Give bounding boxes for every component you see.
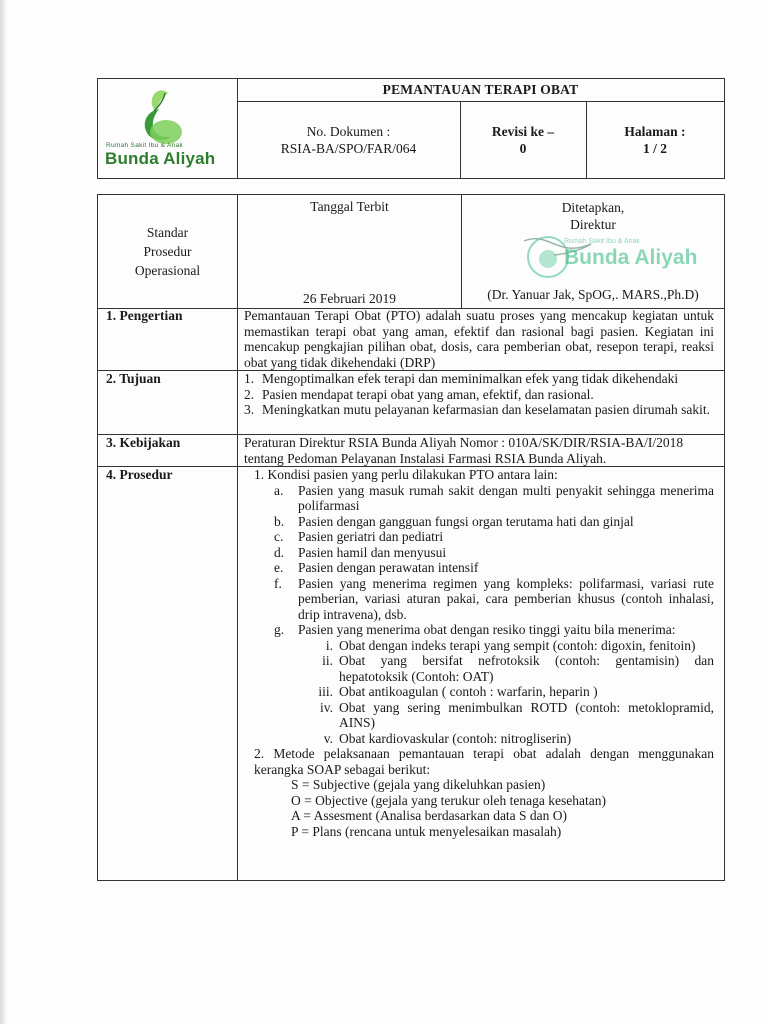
page-label: Halaman : [624, 123, 686, 139]
list-text: Meningkatkan mutu pelayanan kefarmasian dan keselamatan pasien dirumah sakit. [262, 402, 710, 417]
list-text: Pasien dengan gangguan fungsi organ terutama hati dan ginjal [298, 513, 634, 529]
list-item [244, 387, 714, 403]
procedure-table [97, 194, 725, 881]
list-letter: c. [274, 529, 284, 544]
revision-value: 0 [519, 140, 527, 156]
stamp-subtitle: Rumah Sakit Ibu & Anak [564, 238, 640, 245]
list-text: Pasien dengan perawatan intensif [298, 560, 479, 575]
section-label-tujuan: 2. Tujuan [106, 371, 161, 386]
soap-list [244, 777, 714, 839]
list-item [217, 514, 714, 530]
section-body-prosedur [244, 467, 714, 839]
issue-date-cell [238, 195, 462, 308]
list-text: Obat yang bersifat nefrotoksik (contoh: gentamisin) dan hepatotoksik (Contoh: OAT) [339, 653, 714, 684]
list-letter: g. [274, 622, 285, 637]
list-item [217, 576, 714, 623]
list-text: Obat antikoagulan ( contoh : warfarin, heparin ) [339, 684, 598, 699]
list-item [217, 731, 714, 747]
list-text: Pasien yang menerima regimen yang kompleks: polifarmasi, variasi rute pemberian, variasi aturan pakai, cara pemberian khusus (contoh inhalasi, drip intravena), dsb. [298, 575, 714, 622]
page-value: 1 / 2 [642, 140, 667, 156]
list-text: Obat yang sering menimbulkan ROTD (contoh: metoklopramid, AINS) [339, 699, 714, 730]
document-header [97, 78, 725, 179]
approval-role: Direktur [570, 217, 616, 232]
condition-list [217, 483, 714, 638]
list-number: 2. [244, 386, 255, 402]
list-letter: e. [274, 560, 284, 575]
issue-date-label: Tanggal Terbit [310, 199, 389, 214]
spo-label-line: Prosedur [143, 244, 192, 259]
approval-label: Ditetapkan, [561, 200, 625, 215]
soap-item: O = Objective (gejala yang terukur oleh tenaga kesehatan) [291, 792, 606, 808]
document-number-cell [237, 101, 461, 178]
list-text: Pasien yang menerima obat dengan resiko tinggi yaitu bila menerima: [298, 622, 676, 637]
document-title: PEMANTAUAN TERAPI OBAT [237, 79, 724, 102]
section-body-kebijakan: Peraturan Direktur RSIA Bunda Aliyah Nomor : 010A/SK/DIR/RSIA-BA/I/2018 tentang Pedoman Pelayanan Instalasi Farmasi RSIA Bunda Aliyah. [244, 435, 684, 466]
spo-label-line: Operasional [134, 263, 201, 278]
logo-name: Bunda Aliyah [105, 149, 216, 168]
tujuan-list [244, 371, 714, 418]
list-text: Mengoptimalkan efek terapi dan meminimalkan efek yang tidak dikehendaki [262, 371, 679, 386]
list-item [244, 402, 714, 418]
list-number: 1. [244, 371, 255, 386]
list-number: 3. [244, 402, 255, 417]
prosedur-step-1: 1. Kondisi pasien yang perlu dilakukan PTO antara lain: [254, 467, 558, 482]
list-text: Pasien mendapat terapi obat yang aman, efektif, dan rasional. [262, 386, 594, 402]
list-item [217, 684, 714, 700]
spo-label-line: Standar [146, 225, 189, 240]
list-item [244, 371, 714, 387]
list-text: Pasien hamil dan menyusui [298, 544, 447, 560]
list-text: Obat dengan indeks terapi yang sempit (contoh: digoxin, fenitoin) [339, 637, 696, 653]
prosedur-step-2: 2. Metode pelaksanaan pemantauan terapi obat adalah dengan menggunakan kerangka SOAP sebagai berikut: [254, 746, 714, 777]
list-roman: i. [325, 637, 333, 653]
list-item [217, 483, 714, 514]
list-text: Pasien geriatri dan pediatri [298, 529, 444, 544]
list-roman: ii. [322, 653, 333, 668]
list-letter: f. [274, 575, 282, 591]
stamp-name: Bunda Aliyah [564, 246, 698, 269]
section-label-kebijakan: 3. Kebijakan [106, 435, 181, 450]
list-letter: d. [274, 544, 285, 560]
list-letter: b. [274, 513, 285, 529]
approval-cell [462, 195, 724, 308]
revision-cell [460, 101, 587, 178]
list-item [217, 653, 714, 684]
spo-label [98, 195, 237, 308]
signatory-name: (Dr. Yanuar Jak, SpOG,. MARS.,Ph.D) [487, 287, 699, 302]
soap-item: P = Plans (rencana untuk menyelesaikan masalah) [291, 823, 562, 839]
soap-item: S = Subjective (gejala yang dikeluhkan pasien) [291, 777, 546, 792]
document-number-label: No. Dokumen : [306, 123, 391, 139]
logo-subtitle: Rumah Sakit Ibu & Anak [106, 142, 184, 149]
document-number: RSIA-BA/SPO/FAR/064 [280, 140, 417, 156]
logo-cell [98, 79, 238, 178]
list-roman: iv. [320, 699, 333, 715]
list-roman: iii. [318, 684, 333, 699]
section-label-pengertian: 1. Pengertian [106, 308, 183, 323]
list-text: Pasien yang masuk rumah sakit dengan multi penyakit sehingga menerima polifarmasi [298, 482, 714, 513]
section-label-prosedur: 4. Prosedur [106, 467, 173, 482]
list-item [217, 560, 714, 576]
list-item [217, 638, 714, 654]
list-text: Obat kardiovaskular (contoh: nitrogliserin) [339, 730, 572, 746]
high-risk-list [217, 638, 714, 747]
list-letter: a. [274, 482, 284, 498]
soap-item: A = Assesment (Analisa berdasarkan data S dan O) [291, 808, 568, 823]
section-body-pengertian: Pemantauan Terapi Obat (PTO) adalah suatu proses yang mencakup kegiatan untuk memastikan terapi obat yang aman, efektif dan rasional bagi pasien. Kegiatan ini mencakup pengkajian pilihan obat, dosis, cara pemberian obat, resepon terapi, reaksi obat yang tidak dikehendaki (DRP) [244, 308, 714, 370]
list-roman: v. [323, 730, 333, 746]
revision-label: Revisi ke – [491, 123, 555, 139]
list-item [217, 622, 714, 638]
issue-date: 26 Februari 2019 [303, 291, 396, 306]
page-cell [586, 101, 724, 178]
list-item [217, 700, 714, 731]
page-edge-shadow [0, 0, 6, 1024]
list-item [217, 529, 714, 545]
list-item [217, 545, 714, 561]
